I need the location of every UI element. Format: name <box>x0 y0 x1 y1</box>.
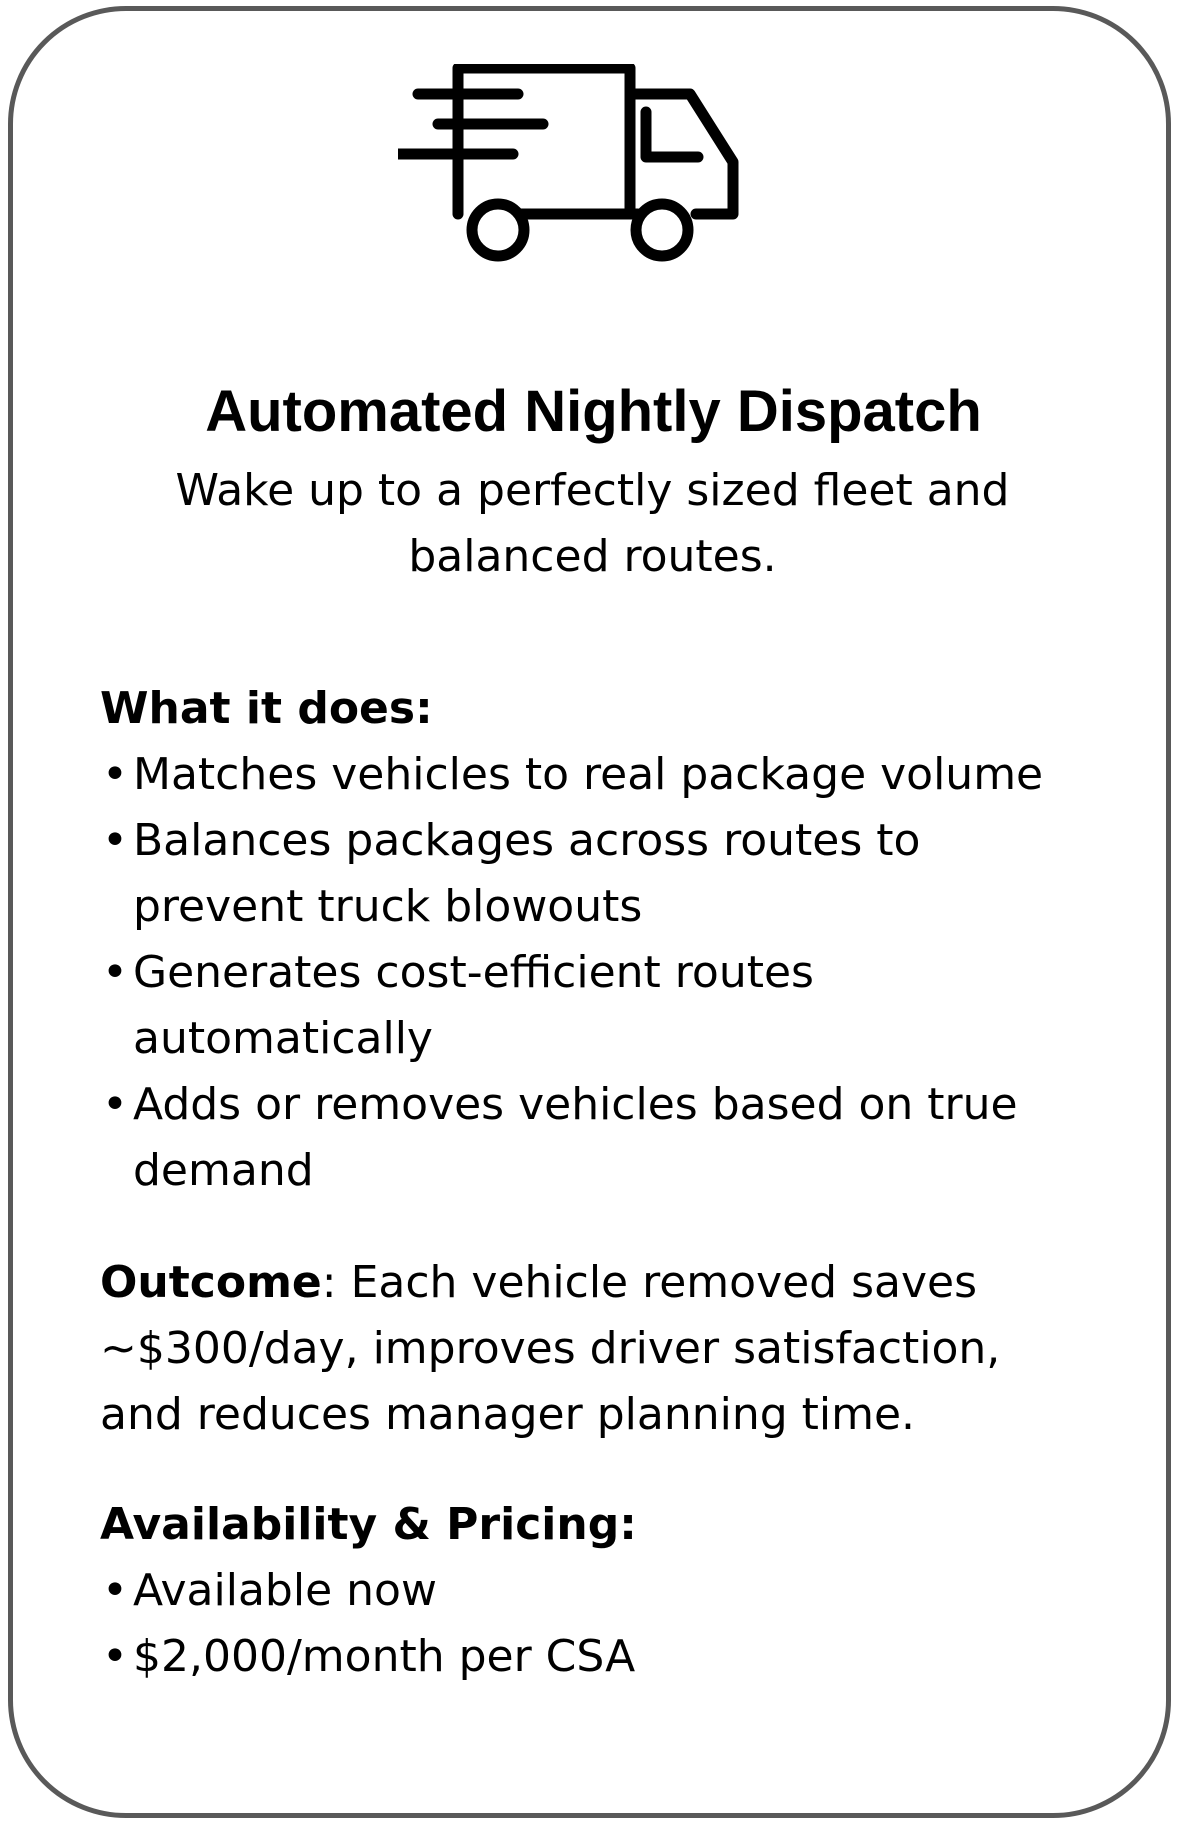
availability-list <box>100 1558 1090 1690</box>
availability-heading: Availability & Pricing: <box>100 1499 637 1550</box>
delivery-truck-icon <box>398 64 772 278</box>
list-item: • $2,000/month per CSA <box>100 1624 1090 1690</box>
what-it-does-list <box>100 742 1090 1204</box>
outcome-text: : Each vehicle removed saves ~$300/day, improves driver satisfaction, and reduces manager planning time. <box>100 1257 1001 1440</box>
list-item: • Matches vehicles to real package volume <box>100 742 1090 808</box>
card-title: Automated Nightly Dispatch <box>205 379 982 444</box>
list-item: • Adds or removes vehicles based on true demand <box>100 1072 1090 1204</box>
list-item: • Generates cost-efficient routes automatically <box>100 940 1090 1072</box>
outcome-label: Outcome <box>100 1257 322 1308</box>
list-item: • Balances packages across routes to prevent truck blowouts <box>100 808 1090 940</box>
what-it-does-heading: What it does: <box>100 683 433 734</box>
outcome-paragraph <box>100 1250 1090 1448</box>
list-item: • Available now <box>100 1558 1090 1624</box>
card-subtitle: Wake up to a perfectly sized fleet and balanced routes. <box>175 465 1010 582</box>
